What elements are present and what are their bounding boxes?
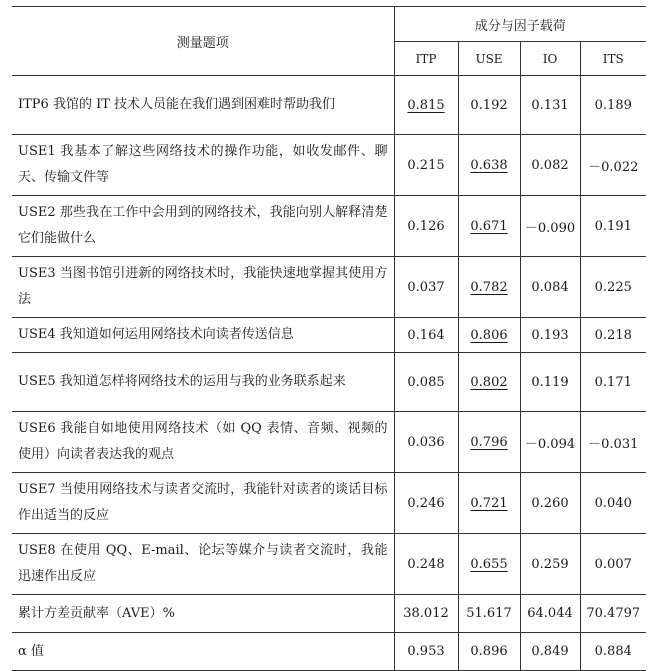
row-value xyxy=(458,318,520,353)
ave-value: 38.012 xyxy=(394,595,458,633)
loading-value: 0.796 xyxy=(470,434,508,450)
table-body xyxy=(12,76,646,671)
row-value: 0.131 xyxy=(520,76,580,135)
row-value xyxy=(458,135,520,196)
row-value xyxy=(394,76,458,135)
row-item-label: USE2 那些我在工作中会用到的网络技术，我能向别人解释清楚它们能做什么 xyxy=(12,196,394,257)
alpha-label: α 值 xyxy=(12,633,394,671)
row-value: 0.082 xyxy=(520,135,580,196)
row-value: －0.090 xyxy=(520,196,580,257)
row-item-label: ITP6 我馆的 IT 技术人员能在我们遇到困难时帮助我们 xyxy=(12,76,394,135)
alpha-value: 0.953 xyxy=(394,633,458,671)
row-value: 0.189 xyxy=(580,76,646,135)
row-value xyxy=(458,412,520,473)
row-item-label: USE4 我知道如何运用网络技术向读者传送信息 xyxy=(12,318,394,353)
table-row xyxy=(12,412,646,473)
alpha-value: 0.884 xyxy=(580,633,646,671)
header-item-column: 测量题项 xyxy=(12,7,394,76)
row-value: 0.246 xyxy=(394,473,458,534)
row-value: 0.171 xyxy=(580,353,646,412)
row-value: 0.036 xyxy=(394,412,458,473)
header-col-io: IO xyxy=(520,42,580,76)
factor-loading-table-container xyxy=(12,6,646,671)
row-value xyxy=(458,353,520,412)
row-value: 0.040 xyxy=(580,473,646,534)
table-row xyxy=(12,135,646,196)
row-value: 0.085 xyxy=(394,353,458,412)
loading-value: 0.655 xyxy=(470,556,508,572)
table-row xyxy=(12,257,646,318)
table-row xyxy=(12,473,646,534)
row-value: －0.094 xyxy=(520,412,580,473)
row-value: 0.119 xyxy=(520,353,580,412)
factor-loading-table xyxy=(12,6,646,671)
alpha-value: 0.896 xyxy=(458,633,520,671)
table-row xyxy=(12,534,646,595)
row-value: －0.031 xyxy=(580,412,646,473)
table-row-alpha xyxy=(12,633,646,671)
row-value: 0.248 xyxy=(394,534,458,595)
ave-value: 64.044 xyxy=(520,595,580,633)
header-col-use: USE xyxy=(458,42,520,76)
row-item-label: USE1 我基本了解这些网络技术的操作功能，如收发邮件、聊天、传输文件等 xyxy=(12,135,394,196)
row-value: 0.126 xyxy=(394,196,458,257)
loading-value: 0.671 xyxy=(470,218,508,234)
row-value: 0.007 xyxy=(580,534,646,595)
row-item-label: USE6 我能自如地使用网络技术（如 QQ 表情、音频、视频的使用）向读者表达我的观点 xyxy=(12,412,394,473)
row-item-label: USE8 在使用 QQ、E-mail、论坛等媒介与读者交流时，我能迅速作出反应 xyxy=(12,534,394,595)
row-value: 0.193 xyxy=(520,318,580,353)
ave-label: 累计方差贡献率（AVE）% xyxy=(12,595,394,633)
row-value: 0.192 xyxy=(458,76,520,135)
row-value: 0.037 xyxy=(394,257,458,318)
header-col-its: ITS xyxy=(580,42,646,76)
row-value: 0.225 xyxy=(580,257,646,318)
row-value xyxy=(458,473,520,534)
table-row xyxy=(12,318,646,353)
row-value xyxy=(458,534,520,595)
row-value: 0.164 xyxy=(394,318,458,353)
header-group: 成分与因子载荷 xyxy=(394,7,646,42)
table-row xyxy=(12,76,646,135)
row-item-label: USE7 当使用网络技术与读者交流时，我能针对读者的谈话目标作出适当的反应 xyxy=(12,473,394,534)
loading-value: 0.815 xyxy=(407,97,445,113)
table-row xyxy=(12,353,646,412)
table-row-ave xyxy=(12,595,646,633)
row-item-label: USE3 当图书馆引进新的网络技术时，我能快速地掌握其使用方法 xyxy=(12,257,394,318)
row-value: 0.191 xyxy=(580,196,646,257)
alpha-value: 0.849 xyxy=(520,633,580,671)
row-value xyxy=(458,257,520,318)
loading-value: 0.638 xyxy=(470,157,508,173)
header-col-itp: ITP xyxy=(394,42,458,76)
loading-value: 0.802 xyxy=(470,374,508,390)
loading-value: 0.782 xyxy=(470,279,508,295)
row-value: 0.215 xyxy=(394,135,458,196)
loading-value: 0.806 xyxy=(470,327,508,343)
table-row xyxy=(12,196,646,257)
ave-value: 70.4797 xyxy=(580,595,646,633)
row-value: 0.084 xyxy=(520,257,580,318)
row-value: 0.260 xyxy=(520,473,580,534)
row-value: 0.259 xyxy=(520,534,580,595)
row-value xyxy=(458,196,520,257)
ave-value: 51.617 xyxy=(458,595,520,633)
row-value: 0.218 xyxy=(580,318,646,353)
loading-value: 0.721 xyxy=(470,495,508,511)
row-item-label: USE5 我知道怎样将网络技术的运用与我的业务联系起来 xyxy=(12,353,394,412)
row-value: －0.022 xyxy=(580,135,646,196)
